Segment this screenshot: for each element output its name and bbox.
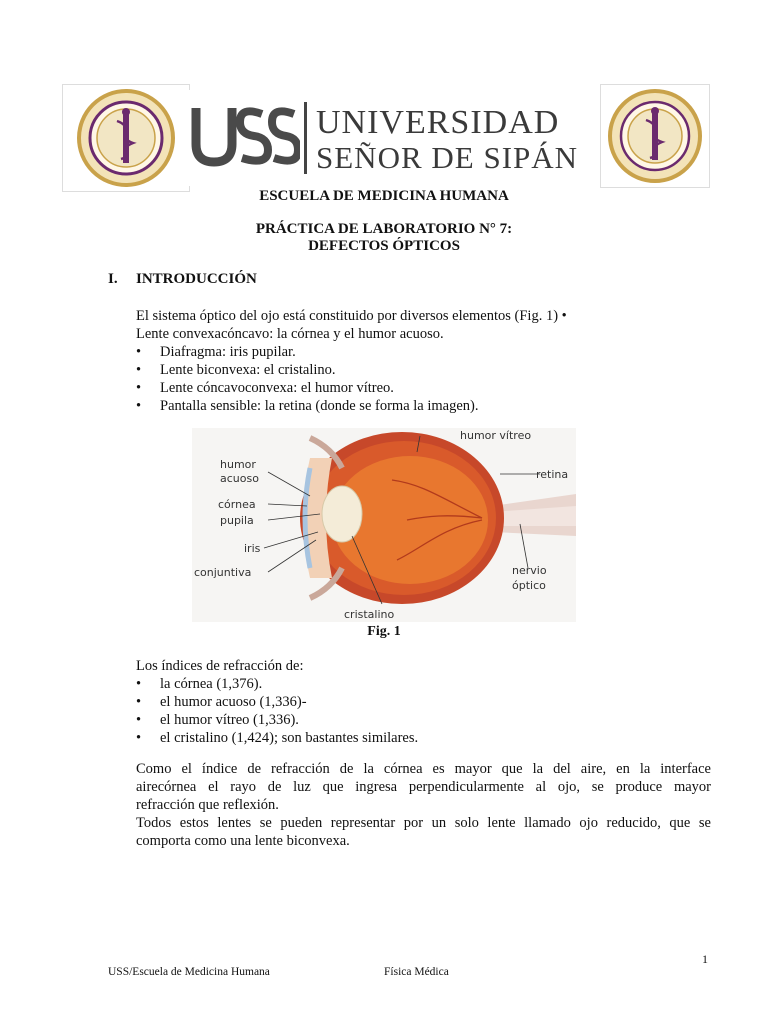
label-optico: óptico [512, 579, 546, 592]
figure-caption: Fig. 1 [367, 624, 401, 639]
brand-separator [304, 102, 307, 174]
medicine-seal-icon [63, 85, 189, 191]
paragraph-line: refracción que reflexión. [136, 797, 279, 813]
label-acuoso: acuoso [220, 472, 259, 485]
footer-course: Física Médica [384, 966, 449, 978]
label-cristalino: cristalino [344, 608, 395, 621]
faculty-seal-left [62, 84, 190, 192]
intro-line-1: El sistema óptico del ojo está constituido por diversos elementos (Fig. 1) • [136, 308, 567, 324]
university-brand [188, 90, 579, 186]
practice-subtitle: DEFECTOS ÓPTICOS [308, 238, 460, 254]
school-title: ESCUELA DE MEDICINA HUMANA [259, 188, 509, 204]
section-heading [108, 271, 257, 288]
eye-elements-list [136, 343, 478, 415]
uss-logo-icon [190, 100, 300, 170]
list-item: • el humor vítreo (1,336). [136, 712, 299, 728]
list-item: • Diafragma: iris pupilar. [136, 344, 296, 360]
label-cornea: córnea [218, 498, 256, 511]
brand-name-line2: SEÑOR DE SIPÁN [316, 140, 579, 175]
label-conjuntiva: conjuntiva [194, 566, 252, 579]
refraction-list [136, 675, 418, 747]
practice-title: PRÁCTICA DE LABORATORIO N° 7: [255, 221, 513, 237]
eye-diagram-icon [192, 428, 576, 622]
paragraph-line: Como el índice de refracción de la córnea es mayor que la del aire, en la interface [136, 761, 711, 777]
footer-school: USS/Escuela de Medicina Humana [108, 966, 270, 978]
list-item: • Lente cóncavoconvexa: el humor vítreo. [136, 380, 394, 396]
list-item: • el humor acuoso (1,336)- [136, 694, 307, 710]
paragraph-line: Todos estos lentes se pueden representar por un solo lente llamado ojo reducido, que se [136, 815, 711, 831]
intro-line-2: Lente convexacóncavo: la córnea y el humor acuoso. [136, 326, 444, 342]
brand-name-line1: UNIVERSIDAD [316, 104, 560, 141]
paragraph-line: comporta como una lente biconvexa. [136, 833, 350, 849]
faculty-seal-right [600, 84, 710, 188]
medicine-seal-icon [601, 85, 709, 187]
list-item: • Lente biconvexa: el cristalino. [136, 362, 336, 378]
paragraph-refraction [136, 760, 711, 850]
section-title: INTRODUCCIÓN [136, 271, 257, 287]
label-humor-vitreo: humor vítreo [460, 429, 532, 442]
list-item: • el cristalino (1,424); son bastantes similares. [136, 730, 419, 746]
section-number: I. [108, 271, 118, 287]
label-retina: retina [536, 468, 569, 481]
label-pupila: pupila [220, 514, 254, 527]
refraction-intro: Los índices de refracción de: [136, 658, 304, 674]
page-number: 1 [702, 952, 708, 966]
label-iris: iris [244, 542, 261, 555]
list-item: • la córnea (1,376). [136, 676, 263, 692]
list-item: • Pantalla sensible: la retina (donde se forma la imagen). [136, 398, 479, 414]
label-nervio: nervio [512, 564, 547, 577]
eye-anatomy-figure [192, 428, 576, 622]
paragraph-line: airecórnea el rayo de luz que ingresa perpendicularmente al ojo, se produce mayor [136, 779, 711, 795]
label-humor: humor [220, 458, 256, 471]
